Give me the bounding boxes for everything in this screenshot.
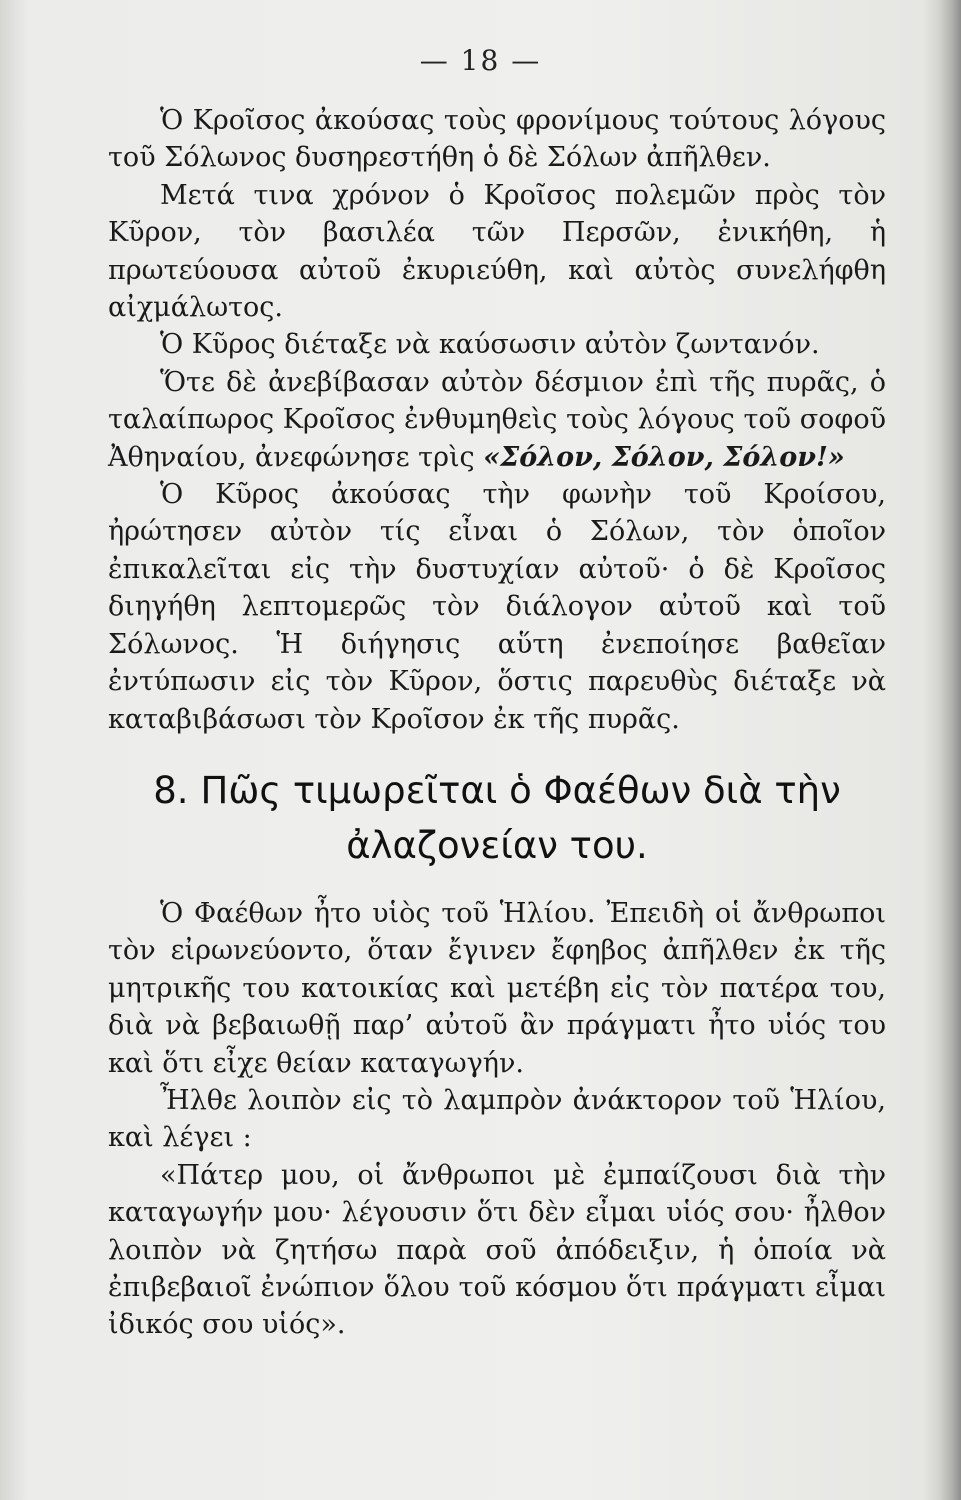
paragraph-phaethon-palace: Ἦλθε λοιπὸν εἰς τὸ λαμπρὸν ἀνάκτορον τοῦ Ἡλίου, καὶ λέγει : — [108, 1085, 886, 1154]
paragraph-croesus-reaction: Ὁ Κροῖσος ἀκούσας τοὺς φρονίμους τούτους λόγους τοῦ Σόλωνος δυσηρεστήθη ὁ δὲ Σόλων ἀπῆλθεν. — [108, 105, 886, 174]
paragraph-pyre — [108, 364, 886, 476]
paragraph-phaethon-speech: «Πάτερ μου, οἱ ἄνθρωποι μὲ ἐμπαίζουσι διὰ τὴν καταγωγήν μου· λέγουσιν ὅτι δὲν εἶμαι υἱός σου· ἦλθον λοιπὸν νὰ ζητήσω παρὰ σοῦ ἀπόδειξιν, ἡ ὁποία νὰ ἐπιβεβαιοῖ ἐνώπιον ὅλου τοῦ κόσμου ὅτι πράγματι εἶμαι ἰδικός σου υἱός». — [108, 1159, 886, 1341]
paragraph-phaethon-intro: Ὁ Φαέθων ἦτο υἱὸς τοῦ Ἡλίου. Ἐπειδὴ οἱ ἄνθρωποι τὸν εἰρωνεύοντο, ὅταν ἔγινεν ἔφηβος ἀπῆλθεν ἐκ τῆς μητρικῆς του κατοικίας καὶ μετέβη εἰς τὸν πατέρα του, διὰ νὰ βεβαιωθῇ παρ’ αὐτοῦ ἂν πράγματι ἦτο υἱός του καὶ ὅτι εἶχε θείαν καταγωγήν. — [108, 898, 886, 1079]
paragraph-croesus-defeat: Μετά τινα χρόνον ὁ Κροῖσος πολεμῶν πρὸς τὸν Κῦρον, τὸν βασιλέα τῶν Περσῶν, ἐνικήθη, ἡ πρωτεύουσα αὐτοῦ ἐκυριεύθη, καὶ αὐτὸς συνελήφθη αἰχμάλωτος. — [108, 179, 886, 324]
section-2-text — [108, 895, 886, 1344]
page-number: — 18 — — [419, 44, 542, 77]
section-1-text — [108, 102, 886, 738]
section-number: 8. — [153, 769, 189, 812]
section-title: Πῶς τιμωρεῖται ὁ Φαέθων διὰ τὴν ἀλαζονείαν του. — [200, 769, 841, 867]
paragraph-cyrus-question: Ὁ Κῦρος ἀκούσας τὴν φωνὴν τοῦ Κροίσου, ἠρώτησεν αὐτὸν τίς εἶναι ὁ Σόλων, τὸν ὁποῖον ἐπικαλεῖται εἰς τὴν δυστυχίαν αὐτοῦ· ὁ δὲ Κροῖσος διηγήθη λεπτομερῶς τὸν διάλογον αὐτοῦ καὶ τοῦ Σόλωνος. Ἡ διήγησις αὕτη ἐνεποίησε βαθεῖαν ἐντύπωσιν εἰς τὸν Κῦρον, ὅστις παρευθὺς διέταξε νὰ καταβιβάσωσι τὸν Κροῖσον ἐκ τῆς πυρᾶς. — [108, 479, 886, 735]
page-edge-shadow — [939, 0, 961, 1500]
paragraph-cyrus-order: Ὁ Κῦρος διέταξε νὰ καύσωσιν αὐτὸν ζωντανόν. — [160, 329, 820, 361]
pyre-text: Ὅτε δὲ ἀνεβίβασαν αὐτὸν δέσμιον ἐπὶ τῆς πυρᾶς, ὁ ταλαίπωρος Κροῖσος ἐνθυμηθεὶς τοὺς λόγους τοῦ σοφοῦ Ἀθηναίου, ἀνεφώνησε τρὶς — [108, 366, 886, 473]
solon-exclamation: «Σόλον, Σόλον, Σόλον!» — [483, 441, 845, 473]
section-heading — [108, 763, 886, 873]
